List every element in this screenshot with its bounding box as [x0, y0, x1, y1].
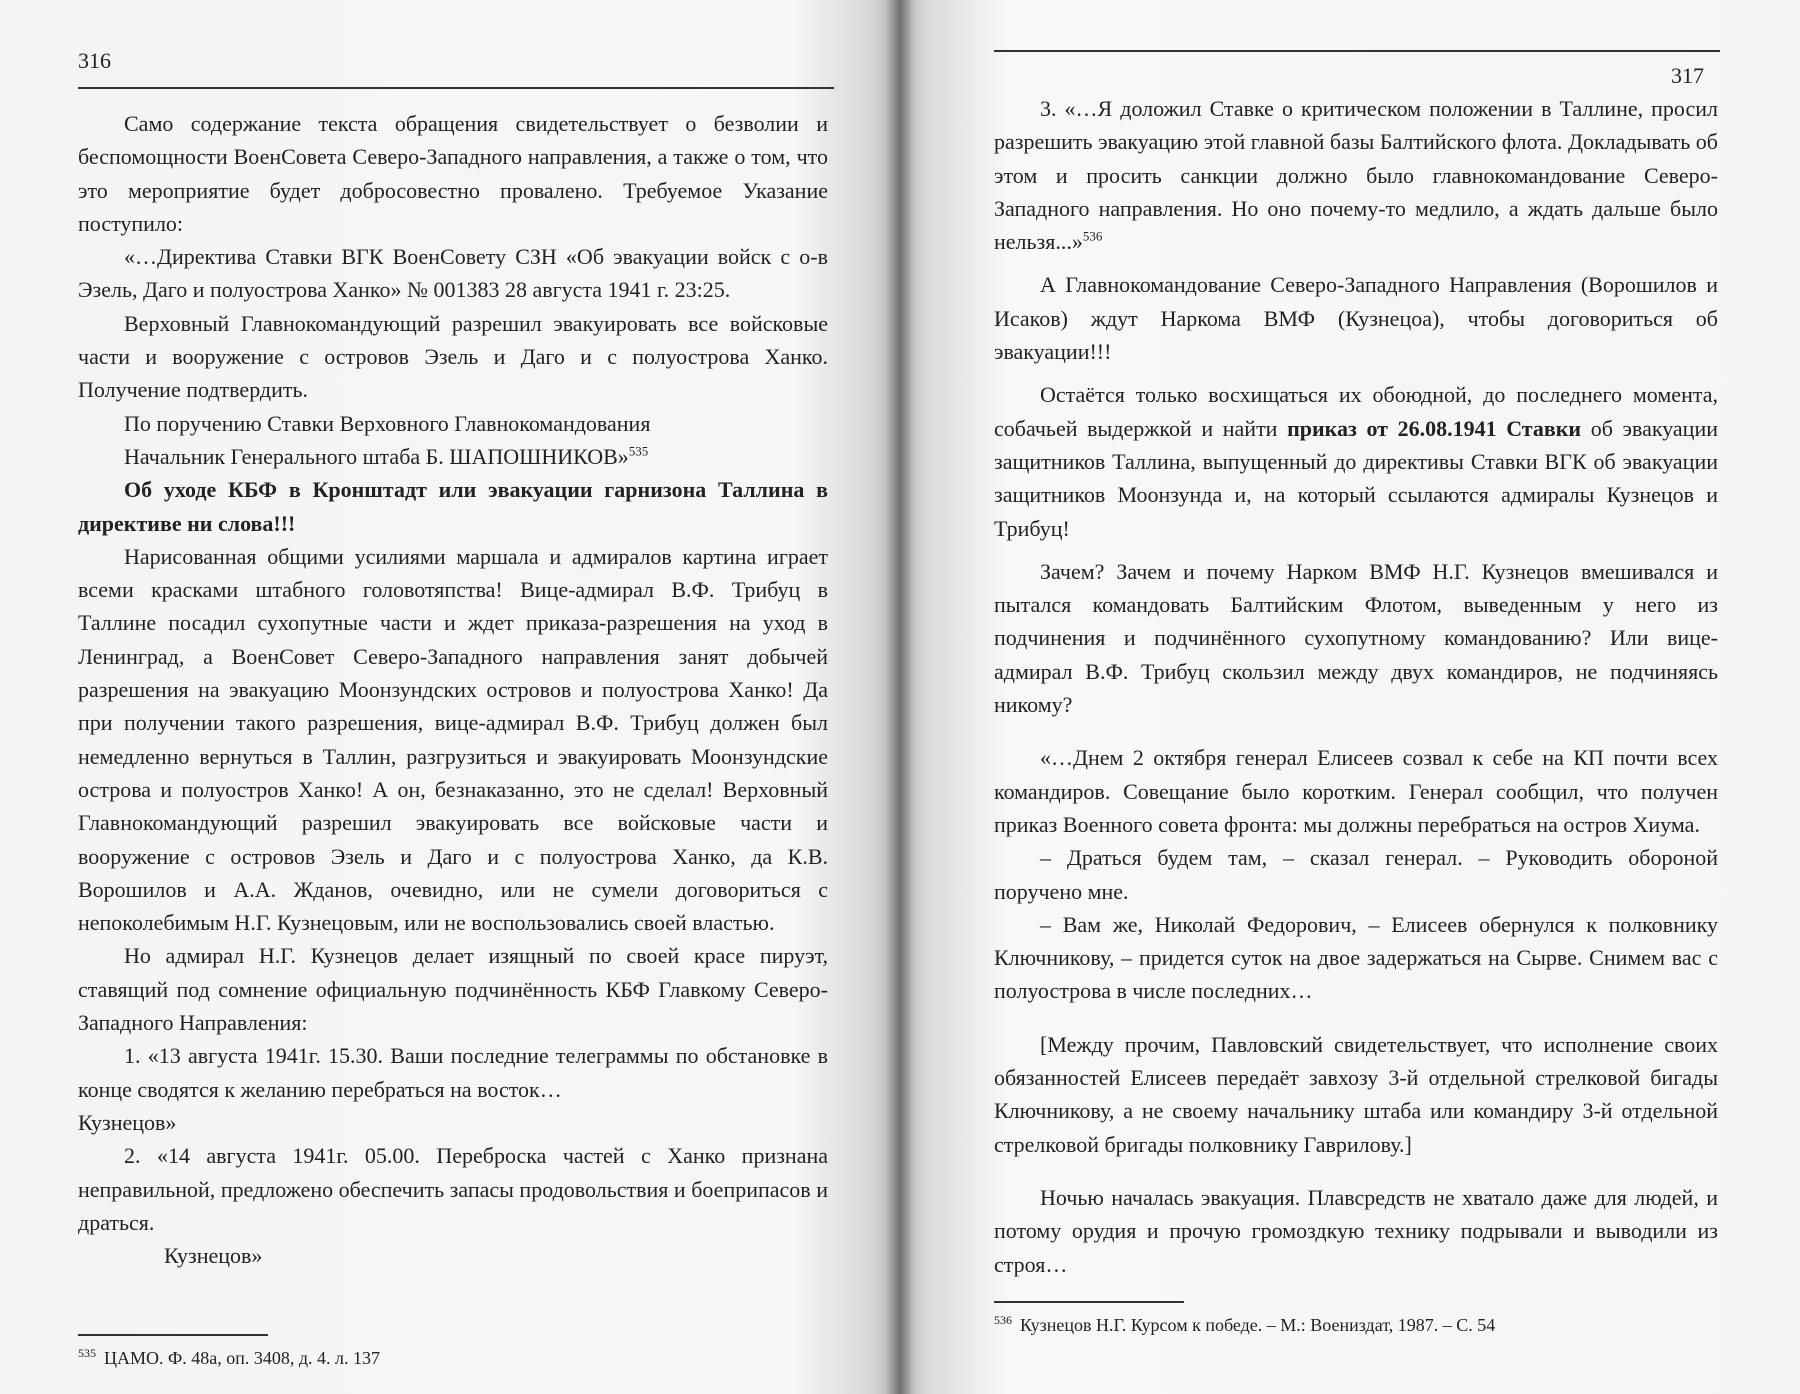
left-footnote-text: ЦАМО. Ф. 48а, оп. 3408, д. 4. л. 137 [104, 1348, 380, 1369]
right-page-text [994, 92, 1718, 1281]
right-paragraph-3-after: об эвакуации защитников Таллина, выпущенный до директивы Ставки ВГК об эвакуации защитников Моонзунда и, на который ссылаются адмиралы Кузнецов и Трибуц! [994, 415, 1719, 541]
right-paragraph-3 [994, 378, 1718, 544]
left-paragraph-7: Но адмирал Н.Г. Кузнецов делает изящный по своей красе пируэт, ставящий под сомнение официальную подчинённость КБФ Главкому Северо-Западного Направления: [78, 943, 828, 1036]
left-paragraph-6: Нарисованная общими усилиями маршала и адмиралов картина играет всеми красками штабного головотяпства! Вице-адмирал В.Ф. Трибуц в Таллине посадил сухопутные части и ждет приказа-разрешения на уход в Ленинград, а ВоенСовет Северо-Западного направления занят добычей разрешения на эвакуацию Моонзундских островов и полуострова Ханко! Да при получении такого разрешения, вице-адмирал В.Ф. Трибуц должен был немедленно вернуться в Таллин, разгрузиться и эвакуировать Моонзундские острова и полуостров Ханко! А он, безнаказанно, это не сделал! Верховный Главнокомандующий разрешил эвакуировать все войсковые части и вооружение с островов Эзель и Даго и с полуострова Ханко, да К.В. Ворошилов и А.А. Жданов, очевидно, или не сумели договориться с непоколебимым Н.Г. Кузнецовым, или не воспользовались своей властью. [78, 543, 828, 936]
left-footnote-number: 535 [78, 1346, 96, 1361]
right-quote-paragraph-3: – Вам же, Николай Федорович, – Елисеев обернулся к полковнику Ключникову, – придется суток на двое задержаться на Сырве. Снимем вас с полуострова в числе последних… [994, 911, 1718, 1004]
right-quote-paragraph-1: «…Днем 2 октября генерал Елисеев созвал к себе на КП почти всех командиров. Совещание было коротким. Генерал сообщил, что получен приказ Военного совета фронта: мы должны перебраться на остров Хиума. [994, 745, 1718, 837]
right-paragraph-3-before: Остаётся только восхищаться их обоюдной, до последнего момента, собачьей выдержкой и найти [994, 382, 1718, 441]
left-paragraph-9: 2. «14 августа 1941г. 05.00. Переброска частей с Ханко признана неправильной, предложено обеспечить запасы продовольствия и боеприпасов и драться. [78, 1143, 828, 1235]
right-footnote-rule [994, 1301, 1184, 1303]
left-signature-2-text: Кузнецов» [164, 1243, 263, 1269]
left-paragraph-3: Верховный Главнокомандующий разрешил эвакуировать все войсковые части и вооружение с островов Эзель и Даго и с полуострова Ханко. Получение подтвердить. [78, 310, 828, 403]
left-footnote [78, 1346, 828, 1370]
right-footnote [994, 1313, 1718, 1337]
left-page-number: 316 [78, 48, 111, 73]
footnote-ref-536: 536 [1082, 228, 1103, 244]
footnote-ref-535: 535 [628, 443, 649, 459]
left-header-rule [78, 87, 834, 89]
right-quote-paragraph-2: – Драться будем там, – сказал генерал. – Руководить обороной поручено мне. [994, 845, 1718, 904]
right-paragraph-4: Зачем? Зачем и почему Нарком ВМФ Н.Г. Кузнецов вмешивался и пытался командовать Балтийским Флотом, выведенным у него из подчинения и подчинённого сухопутному командованию? Или вице-адмирал В.Ф. Трибуц скользил между двух командиров, не подчиняясь никому? [994, 558, 1718, 718]
right-paragraph-2: А Главнокомандование Северо-Западного Направления (Ворошилов и Исаков) ждут Наркома ВМФ (Кузнецоа), чтобы договориться об эвакуации!!! [994, 272, 1718, 365]
left-bold-paragraph: Об уходе КБФ в Кронштадт или эвакуации гарнизона Таллина в директиве ни слова!!! [78, 477, 828, 536]
left-footnote-rule [78, 1334, 268, 1336]
right-footnote-number: 536 [994, 1312, 1012, 1327]
right-paragraph-3-bold: приказ от 26.08.1941 Ставки [1287, 415, 1582, 441]
left-paragraph-2: «…Директива Ставки ВГК ВоенСовету СЗН «Об эвакуации войск с о-в Эзель, Даго и полуострова Ханко» № 001383 28 августа 1941 г. 23:25. [78, 244, 828, 303]
right-header-rule [994, 50, 1720, 52]
right-page-number: 317 [1671, 63, 1704, 88]
left-page-text [78, 107, 828, 1272]
left-paragraph-5-text: Начальник Генерального штаба Б. ШАПОШНИКОВ» [124, 443, 629, 469]
right-page [900, 0, 1800, 1394]
right-footnote-text: Кузнецов Н.Г. Курсом к победе. – М.: Воениздат, 1987. – С. 54 [1020, 1314, 1496, 1335]
left-paragraph-5 [78, 440, 828, 473]
left-signature-1: Кузнецов» [78, 1109, 177, 1135]
left-paragraph-8: 1. «13 августа 1941г. 15.30. Ваши последние телеграммы по обстановке в конце сводятся к желанию перебраться на восток… [78, 1043, 828, 1102]
right-final-paragraph: Ночью началась эвакуация. Плавсредств не хватало даже для людей, и потому орудия и прочую громоздкую технику подрывали и выводили из строя… [994, 1184, 1718, 1277]
left-signature-2 [78, 1239, 828, 1272]
right-paragraph-1 [994, 92, 1718, 258]
right-bracket-paragraph: [Между прочим, Павловский свидетельствует, что исполнение своих обязанностей Елисеев передаёт завхозу 3-й отдельной стрелковой бигады Ключникову, а не своему начальнику штаба или командиру 3-й отдельной стрелковой бригады полковнику Гаврилову.] [994, 1031, 1718, 1157]
right-paragraph-1-text: 3. «…Я доложил Ставке о критическом положении в Таллине, просил разрешить эвакуацию этой главной базы Балтийского флота. Докладывать об этом и просить санкции должно было главнокомандование Северо-Западного направления. Но оно почему-то медлило, а ждать дальше было нельзя...» [994, 96, 1718, 255]
left-paragraph-4: По поручению Ставки Верховного Главнокомандования [124, 410, 651, 436]
left-paragraph-1: Само содержание текста обращения свидетельствует о безволии и беспомощности ВоенСовета Северо-Западного направления, а также о том, что это мероприятие будет добросовестно провалено. Требуемое Указание поступило: [78, 111, 828, 236]
